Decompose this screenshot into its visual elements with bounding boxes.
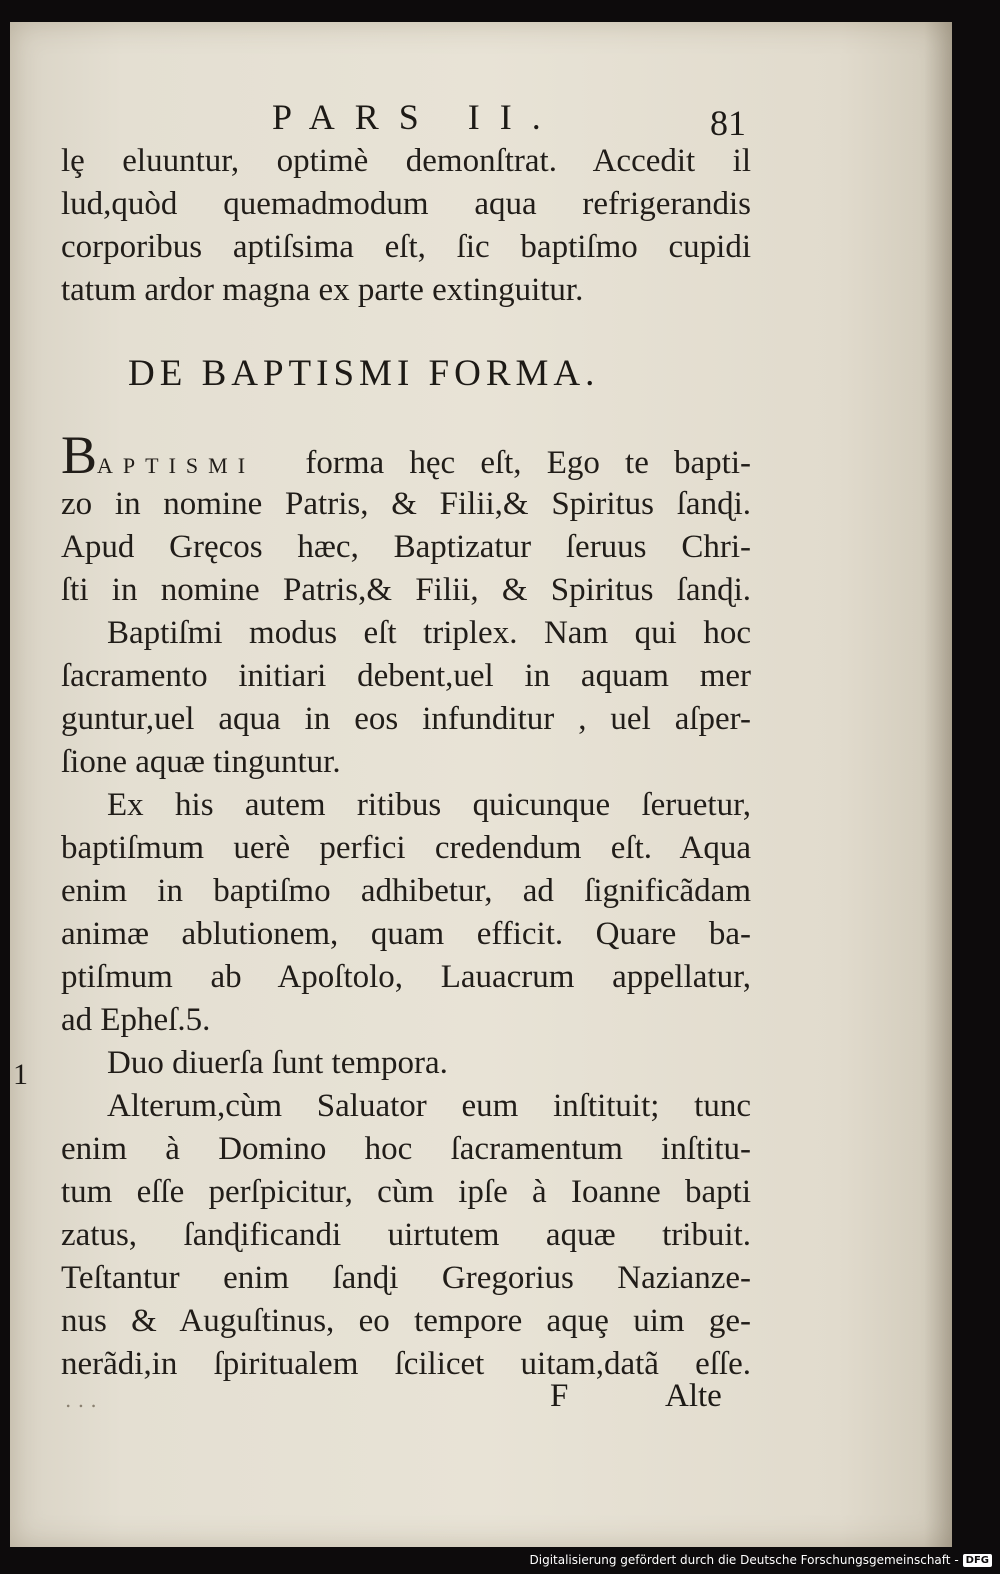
digitization-footer [530,1550,993,1570]
page-header [10,96,952,143]
section-heading: DE BAPTISMI FORMA. [128,353,600,394]
text-line: Ex his autem ritibus quicunque ſeruetur, [107,787,751,823]
text-line: ſacramento initiari debent,uel in aquam mer [61,658,751,694]
body-text [61,425,751,1386]
small-caps-word: APTISMI [97,453,256,478]
text-line: zo in nomine Patris, & Filii,& Spiritus ſanɖi. [61,486,751,522]
text-line: enim à Domino hoc ſacramentum inſtitu- [61,1131,751,1167]
text-line: Duo diuerſa ſunt tempora. [107,1045,448,1081]
book-page [10,22,952,1547]
text-line: baptiſmum uerè perfici credendum eſt. Aqua [61,830,751,866]
text-line: nerãdi,in ſpiritualem ſcilicet uitam,datã eſſe. [61,1346,751,1382]
text-line: Teſtantur enim ſanɖi Gregorius Nazianze- [61,1260,751,1296]
text-line: Apud Gręcos hæc, Baptizatur ſeruus Chri- [61,529,751,565]
paragraph-1 [61,140,751,312]
page-number: 81 [710,103,746,143]
text-line: tatum ardor magna ex parte extinguitur. [61,272,584,308]
text-line: ſti in nomine Patris,& Filii, & Spiritus ſanɖi. [61,572,751,608]
text-line: Baptiſmi modus eſt triplex. Nam qui hoc [107,615,751,651]
dfg-logo: DFG [963,1554,992,1567]
catchword: Alte [665,1378,722,1414]
text-line: zatus, ſanɖificandi uirtutem aquæ tribuit. [61,1217,751,1253]
marginal-number: 1 [13,1058,28,1091]
text-line: ad Epheſ.5. [61,1002,211,1038]
text-line: tum eſſe perſpicitur, cùm ipſe à Ioanne bapti [61,1174,751,1210]
text-line: lud,quòd quemadmodum aqua refrigerandis [61,186,751,222]
running-head: PARS II. [272,97,561,137]
text-line: nus & Auguſtinus, eo tempore aquȩ uim ge- [61,1303,751,1339]
drop-cap: B [61,425,98,485]
text-line: enim in baptiſmo adhibetur, ad ſignificãdam [61,873,751,909]
text-line: guntur,uel aqua in eos infunditur , uel aſper- [61,701,751,737]
text-line: ptiſmum ab Apoſtolo, Lauacrum appellatur, [61,959,751,995]
faded-marks: . . . [65,1388,97,1412]
text-line: ſione aquæ tinguntur. [61,744,341,780]
signature-mark: F [550,1378,569,1414]
text-line: Alterum,cùm Saluator eum inſtituit; tunc [107,1088,751,1124]
text-line: lȩ eluuntur, optimè demonſtrat. Accedit il [61,143,751,179]
text-line-first [61,425,751,485]
text-line: corporibus aptiſsima eſt, ſic baptiſmo cupidi [61,229,751,265]
text-line: animæ ablutionem, quam efficit. Quare ba- [61,916,751,952]
footer-credit: Digitalisierung gefördert durch die Deutsche Forschungsgemeinschaft - [529,1553,959,1567]
page-edge-shadow [924,22,952,1547]
first-line-rest: forma hęc eſt, Ego te bapti- [305,445,751,481]
